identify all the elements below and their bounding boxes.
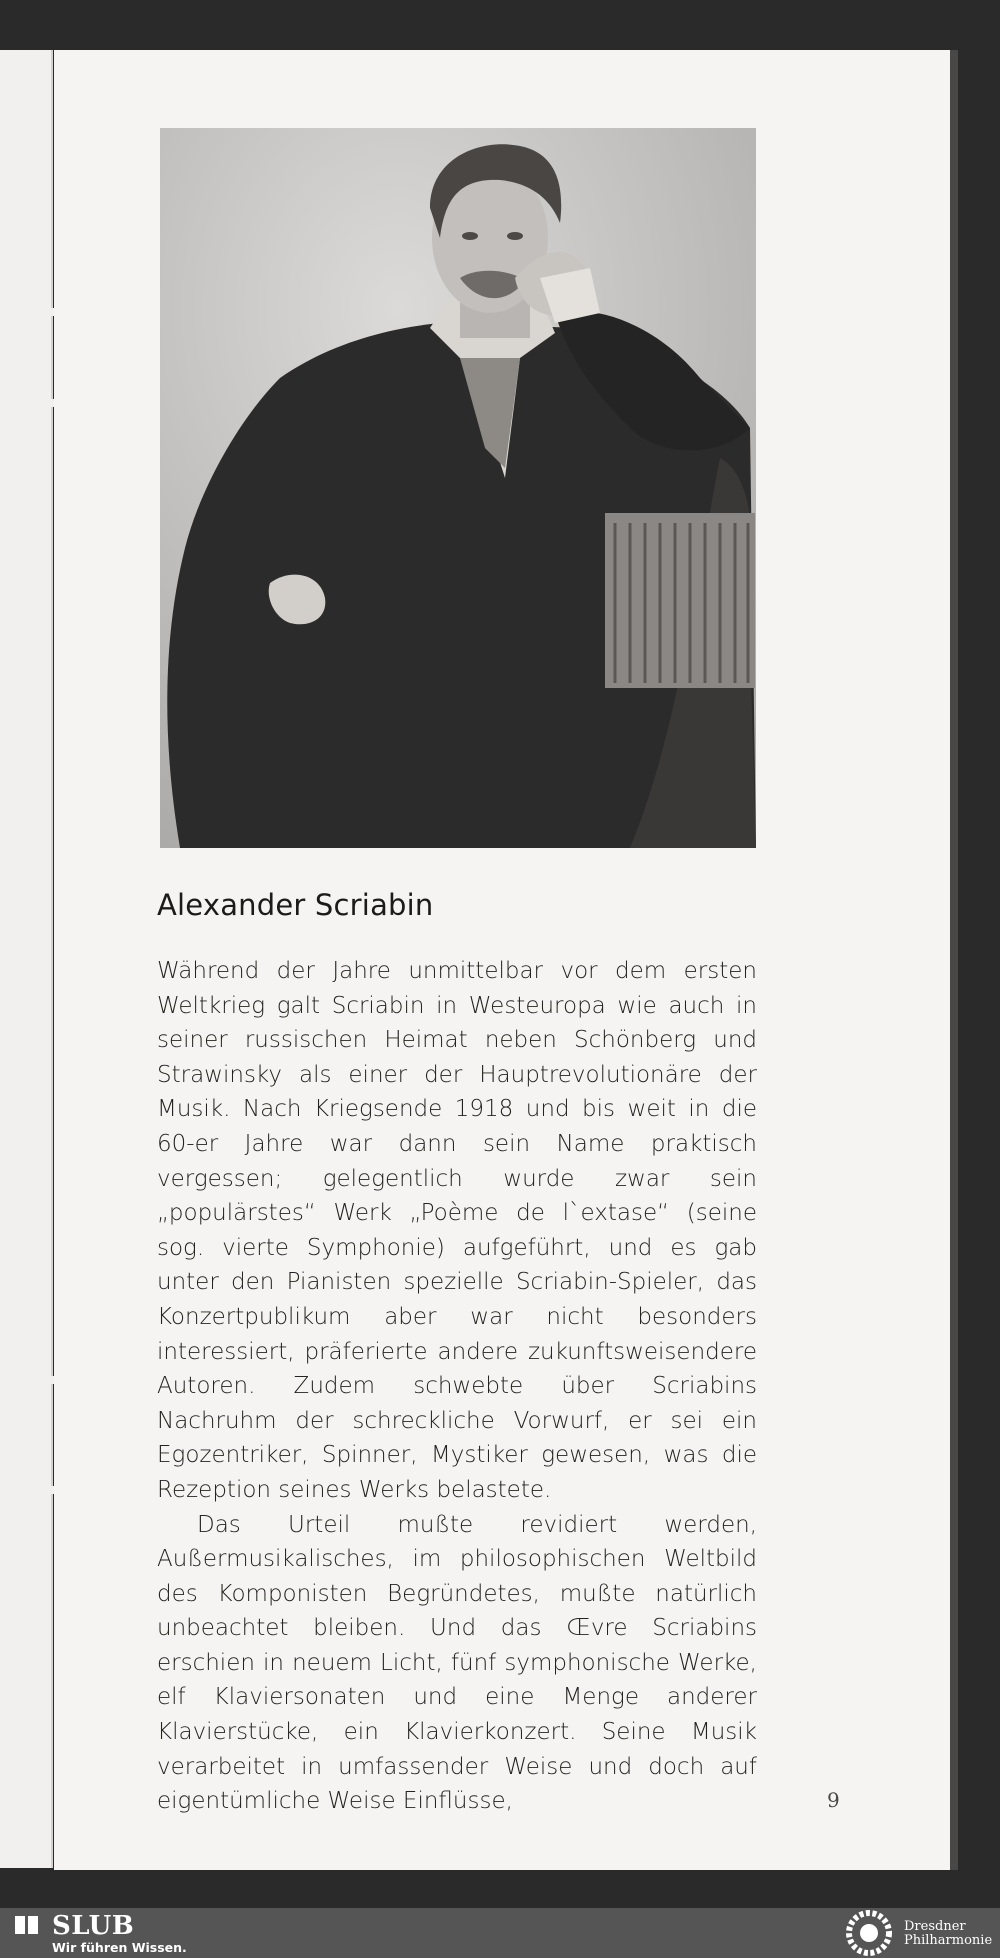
paragraph: Das Urteil mußte revidiert werden, Außermusikalisches, im philosophischen Weltbild des Komponisten Begründetes, mußte natürlich unbeachtet bleiben. Und das Œvre Scriabins erschien in neuem Licht, fünf symphonische Werke, elf Klaviersonaten und eine Menge anderer Klavierstücke, ein Klavierkonzert. Seine Musik verarbeitet in umfassender Weise und doch auf eigentümliche Weise Einflüsse, xyxy=(157,1511,757,1815)
paragraph: Während der Jahre unmittelbar vor dem ersten Weltkrieg galt Scriabin in Westeuropa wie auch in seiner russischen Heimat neben Schönberg und Strawinsky als einer der Hauptrevolutionäre der Musik. Nach Kriegsende 1918 und bis weit in die 60-er Jahre war dann sein Name praktisch vergessen; gelegentlich wurde zwar sein „populärstes“ Werk „Poème de l`extase“ (seine sog. vierte Symphonie) aufgeführt, und es gab unter den Pianisten spezielle Scriabin-Spieler, das Konzertpublikum aber war nicht besonders interessiert, präferierte andere zukunftsweisendere Autoren. Zudem schwebte über Scriabins Nachruhm der schreckliche Vorwurf, er sei ein Egozentriker, Spinner, Mystiker gewesen, was die Rezeption seines Werks belastete. xyxy=(157,958,757,1503)
partner-name-line1: Dresdner xyxy=(904,1919,966,1934)
article-title: Alexander Scriabin xyxy=(157,888,434,922)
portrait-image xyxy=(160,128,756,848)
page-number: 9 xyxy=(827,1788,840,1812)
partner-name xyxy=(904,1920,992,1948)
philharmonie-logo-icon xyxy=(842,1910,896,1956)
page-edge-shadow xyxy=(950,50,958,1870)
booklet-page xyxy=(54,50,950,1870)
library-tagline: Wir führen Wissen. xyxy=(52,1940,187,1955)
portrait-photo xyxy=(160,128,756,848)
partner-name-line2: Philharmonie xyxy=(904,1933,993,1948)
footer-bar xyxy=(0,1908,1000,1958)
left-page-edge xyxy=(0,50,53,1868)
book-icon xyxy=(14,1914,40,1936)
article-body xyxy=(157,954,757,1819)
library-name: SLUB xyxy=(52,1911,135,1941)
